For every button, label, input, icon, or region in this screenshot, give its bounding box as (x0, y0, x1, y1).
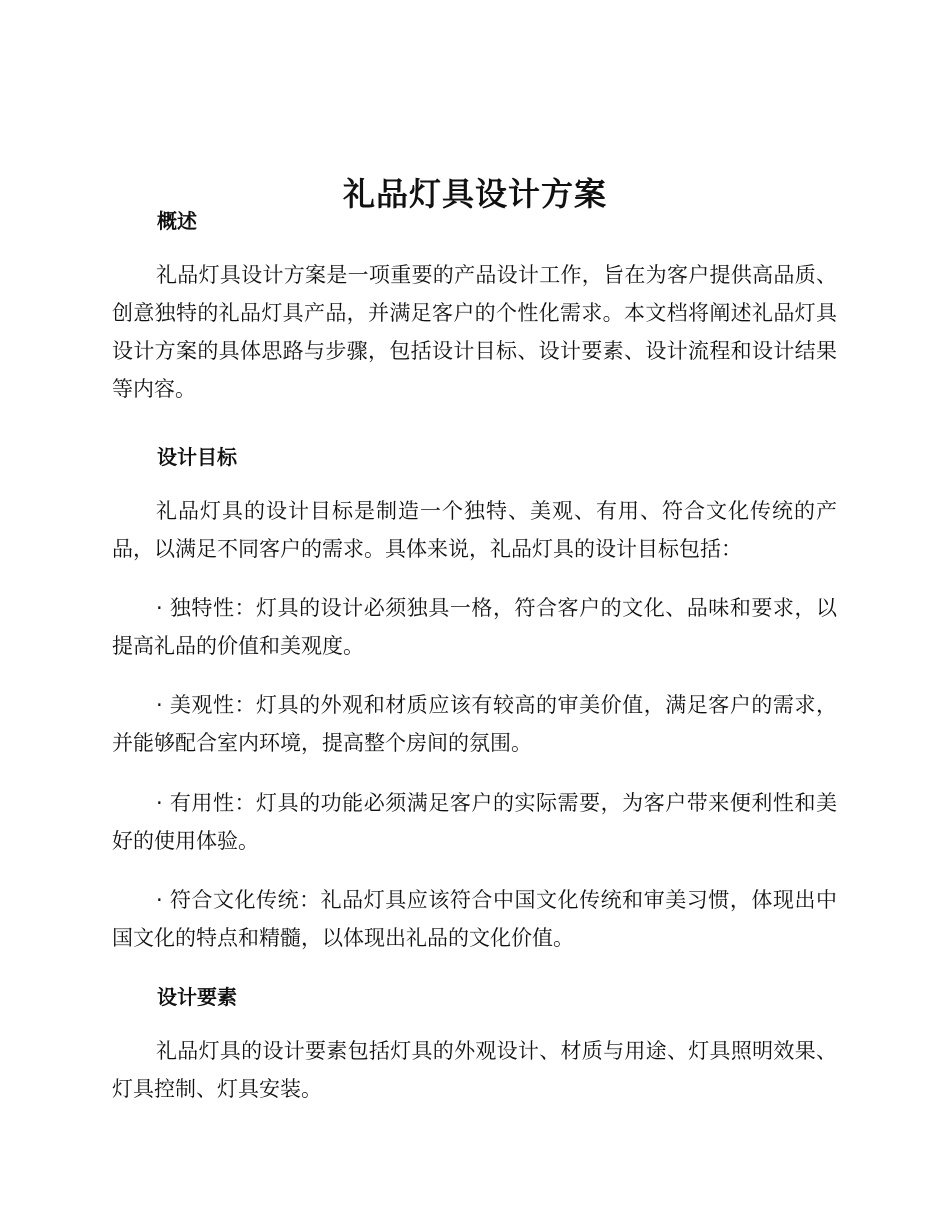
goal-item-usefulness: · 有用性：灯具的功能必须满足客户的实际需要，为客户带来便利性和美好的使用体验。 (112, 791, 837, 853)
goal-item-uniqueness: · 独特性：灯具的设计必须独具一格，符合客户的文化、品味和要求，以提高礼品的价值和美观度。 (112, 596, 837, 658)
design-elements-paragraph: 礼品灯具的设计要素包括灯具的外观设计、材质与用途、灯具照明效果、灯具控制、灯具安装。 (112, 1039, 837, 1101)
design-goals-intro-paragraph: 礼品灯具的设计目标是制造一个独特、美观、有用、符合文化传统的产品，以满足不同客户的需求。具体来说，礼品灯具的设计目标包括： (112, 499, 837, 561)
goal-item-cultural-tradition: · 符合文化传统：礼品灯具应该符合中国文化传统和审美习惯，体现出中国文化的特点和精髓，以体现出礼品的文化价值。 (112, 888, 837, 950)
overview-paragraph: 礼品灯具设计方案是一项重要的产品设计工作，旨在为客户提供高品质、创意独特的礼品灯具产品，并满足客户的个性化需求。本文档将阐述礼品灯具设计方案的具体思路与步骤，包括设计目标、设计要素、设计流程和设计结果等内容。 (112, 263, 837, 401)
section-heading-design-elements: 设计要素 (157, 985, 237, 1009)
section-heading-design-goals: 设计目标 (157, 445, 237, 469)
section-heading-overview: 概述 (157, 209, 197, 233)
goal-item-aesthetics: · 美观性：灯具的外观和材质应该有较高的审美价值，满足客户的需求，并能够配合室内环境，提高整个房间的氛围。 (112, 693, 837, 755)
document-title: 礼品灯具设计方案 (342, 175, 607, 214)
